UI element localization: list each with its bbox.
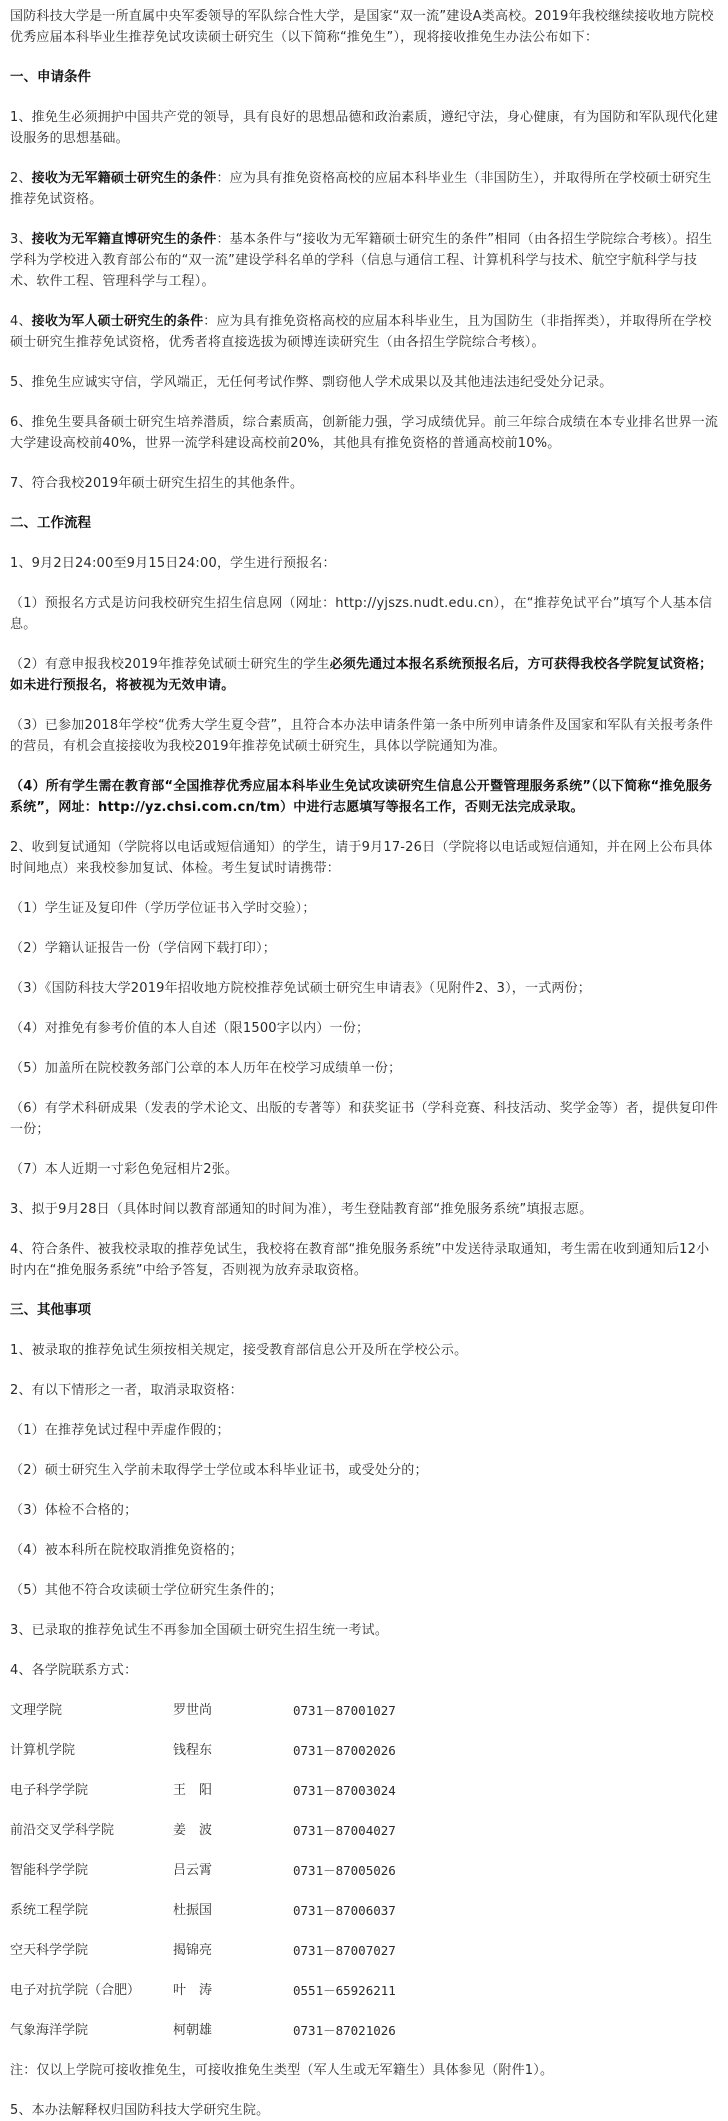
college-name: 系统工程学院: [10, 1903, 89, 1918]
section-heading-application-conditions: 一、申请条件: [10, 69, 91, 85]
contact-row: [10, 1700, 720, 1721]
college-name: 电子科学学院: [10, 1783, 89, 1798]
college-name: 气象海洋学院: [10, 2023, 89, 2038]
condition-item-6: 6、推免生要具备硕士研究生培养潜质，综合素质高，创新能力强，学习成绩优异。前三年综合成绩在本专业排名世界一流大学建设高校前40%，世界一流学科建设高校前20%，其他具有推免资格的普通高校前10%。: [10, 415, 719, 451]
section-heading-workflow: 二、工作流程: [10, 515, 91, 531]
other-item-1: 1、被录取的推荐免试生须按相关规定，接受教育部信息公开及所在学校公示。: [10, 1343, 468, 1358]
contact-person: 杜振国: [173, 1903, 213, 1918]
prereg-item-4: （4）所有学生需在教育部“全国推荐优秀应届本科毕业生免试攻读研究生信息公开暨管理服务系统”（以下简称“推免服务系统”，网址：http://yz.chsi.com.cn/tm）中进行志愿填写等报名工作，否则无法完成录取。: [10, 779, 713, 815]
contact-person: 柯朝雄: [173, 2023, 213, 2038]
college-name: 前沿交叉学科学院: [10, 1823, 115, 1838]
disqualify-item-1: （1）在推荐免试过程中弄虚作假的；: [10, 1423, 230, 1438]
contact-row: [10, 1900, 720, 1921]
college-name: 电子对抗学院（合肥）: [10, 1983, 141, 1998]
other-item-4: 4、各学院联系方式：: [10, 1663, 138, 1678]
phone-number: 0551－65926211: [293, 1983, 396, 1998]
contact-row: [10, 1940, 720, 1961]
prereg-item-2: （2）有意申报我校2019年推荐免试硕士研究生的学生必须先通过本报名系统预报名后，方可获得我校各学院复试资格；如未进行预报名，将被视为无效申请。: [10, 657, 713, 693]
intro-paragraph: 国防科技大学是一所直属中央军委领导的军队综合性大学，是国家“双一流”建设A类高校。2019年我校继续接收地方院校优秀应届本科毕业生推荐免试攻读硕士研究生（以下简称“推免生”），现将接收推免生办法公布如下：: [10, 9, 714, 45]
contact-row: [10, 2020, 720, 2041]
condition-item-5: 5、推免生应诚实守信，学风端正，无任何考试作弊、剽窃他人学术成果以及其他违法违纪受处分记录。: [10, 375, 613, 390]
contact-row: [10, 1860, 720, 1881]
materials-item-1: （1）学生证及复印件（学历学位证书入学时交验）；: [10, 901, 316, 916]
contact-person: 叶 涛: [173, 1983, 213, 1998]
condition-title: 接收为无军籍直博研究生的条件: [31, 232, 217, 247]
condition-item-1: 1、推免生必须拥护中国共产党的领导，具有良好的思想品德和政治素质，遵纪守法，身心健康，有为国防和军队现代化建设服务的思想基础。: [10, 110, 719, 146]
contact-person: 揭锦亮: [173, 1943, 213, 1958]
phone-number: 0731－87021026: [293, 2023, 396, 2038]
phone-number: 0731－87001027: [293, 1703, 396, 1718]
materials-item-5: （5）加盖所在院校教务部门公章的本人历年在校学习成绩单一份；: [10, 1061, 402, 1076]
contact-list: [10, 1700, 720, 2041]
condition-item-7: 7、符合我校2019年硕士研究生招生的其他条件。: [10, 476, 304, 491]
contact-person: 吕云霄: [173, 1863, 213, 1878]
materials-item-3: （3）《国防科技大学2019年招收地方院校推荐免试硕士研究生申请表》（见附件2、3），一式两份；: [10, 981, 591, 996]
contact-row: [10, 1820, 720, 1841]
condition-item-4: 4、接收为军人硕士研究生的条件：应为具有推免资格高校的应届本科毕业生，且为国防生（非指挥类），并取得所在学校硕士研究生推荐免试资格，优秀者将直接选拔为硕博连读研究生（由各招生学院综合考核）。: [10, 314, 712, 350]
contact-note: 注：仅以上学院可接收推免生，可接收推免生类型（军人生或无军籍生）具体参见（附件1）。: [10, 2063, 554, 2078]
phone-number: 0731－87002026: [293, 1743, 396, 1758]
condition-title: 接收为无军籍硕士研究生的条件: [31, 171, 217, 186]
materials-item-4: （4）对推免有参考价值的本人自述（限1500字以内）一份；: [10, 1021, 370, 1036]
disqualify-item-5: （5）其他不符合攻读硕士学位研究生条件的；: [10, 1583, 283, 1598]
phone-number: 0731－87005026: [293, 1863, 396, 1878]
workflow-step-2: 2、收到复试通知（学院将以电话或短信通知）的学生，请于9月17-26日（学院将以电话或短信通知，并在网上公布具体时间地点）来我校参加复试、体检。考生复试时请携带：: [10, 840, 713, 876]
other-item-3: 3、已录取的推荐免试生不再参加全国硕士研究生招生统一考试。: [10, 1623, 389, 1638]
phone-number: 0731－87006037: [293, 1903, 396, 1918]
disqualify-item-3: （3）体检不合格的；: [10, 1503, 138, 1518]
materials-item-6: （6）有学术科研成果（发表的学术论文、出版的专著等）和获奖证书（学科竞赛、科技活动、奖学金等）者，提供复印件一份；: [10, 1101, 719, 1137]
section-heading-other-matters: 三、其他事项: [10, 1302, 91, 1318]
contact-row: [10, 1780, 720, 1801]
college-name: 空天科学学院: [10, 1943, 89, 1958]
college-name: 文理学院: [10, 1703, 63, 1718]
phone-number: 0731－87003024: [293, 1783, 396, 1798]
contact-person: 姜 波: [173, 1823, 213, 1838]
contact-row: [10, 1980, 720, 2001]
materials-item-2: （2）学籍认证报告一份（学信网下载打印）；: [10, 941, 276, 956]
contact-person: 钱程东: [173, 1743, 213, 1758]
disqualify-item-2: （2）硕士研究生入学前未取得学士学位或本科毕业证书，或受处分的；: [10, 1463, 428, 1478]
workflow-step-1: 1、9月2日24:00至9月15日24:00，学生进行预报名：: [10, 556, 336, 571]
workflow-step-3: 3、拟于9月28日（具体时间以教育部通知的时间为准），考生登陆教育部“推免服务系统”填报志愿。: [10, 1202, 593, 1217]
phone-number: 0731－87007027: [293, 1943, 396, 1958]
college-name: 智能科学学院: [10, 1863, 89, 1878]
prereg-item-3: （3）已参加2018年学校“优秀大学生夏令营”，且符合本办法申请条件第一条中所列申请条件及国家和军队有关报考条件的营员，有机会直接接收为我校2019年推荐免试硕士研究生，具体以学院通知为准。: [10, 718, 714, 754]
college-name: 计算机学院: [10, 1743, 76, 1758]
workflow-step-4: 4、符合条件、被我校录取的推荐免试生，我校将在教育部“推免服务系统”中发送待录取通知，考生需在收到通知后12小时内在“推免服务系统”中给予答复，否则视为放弃录取资格。: [10, 1242, 710, 1278]
prereg-item-1: （1）预报名方式是访问我校研究生招生信息网（网址：http://yjszs.nudt.edu.cn），在“推荐免试平台”填写个人基本信息。: [10, 596, 713, 632]
condition-item-3: 3、接收为无军籍直博研究生的条件：基本条件与“接收为无军籍硕士研究生的条件”相同（由各招生学院综合考核）。招生学科为学校进入教育部公布的“双一流”建设学科名单的学科（信息与通信工程、计算机科学与技术、航空宇航科学与技术、软件工程、管理科学与工程）。: [10, 232, 713, 289]
disqualify-item-4: （4）被本科所在院校取消推免资格的；: [10, 1543, 243, 1558]
materials-item-7: （7）本人近期一寸彩色免冠相片2张。: [10, 1162, 239, 1177]
other-item-2: 2、有以下情形之一者，取消录取资格：: [10, 1383, 243, 1398]
contact-person: 罗世尚: [173, 1703, 213, 1718]
contact-person: 王 阳: [173, 1783, 213, 1798]
other-item-5: 5、本办法解释权归国防科技大学研究生院。: [10, 2103, 270, 2118]
condition-item-2: 2、接收为无军籍硕士研究生的条件：应为具有推免资格高校的应届本科毕业生（非国防生），并取得所在学校硕士研究生推荐免试资格。: [10, 171, 712, 207]
condition-title: 接收为军人硕士研究生的条件: [31, 314, 204, 329]
contact-row: [10, 1740, 720, 1761]
phone-number: 0731－87004027: [293, 1823, 396, 1838]
